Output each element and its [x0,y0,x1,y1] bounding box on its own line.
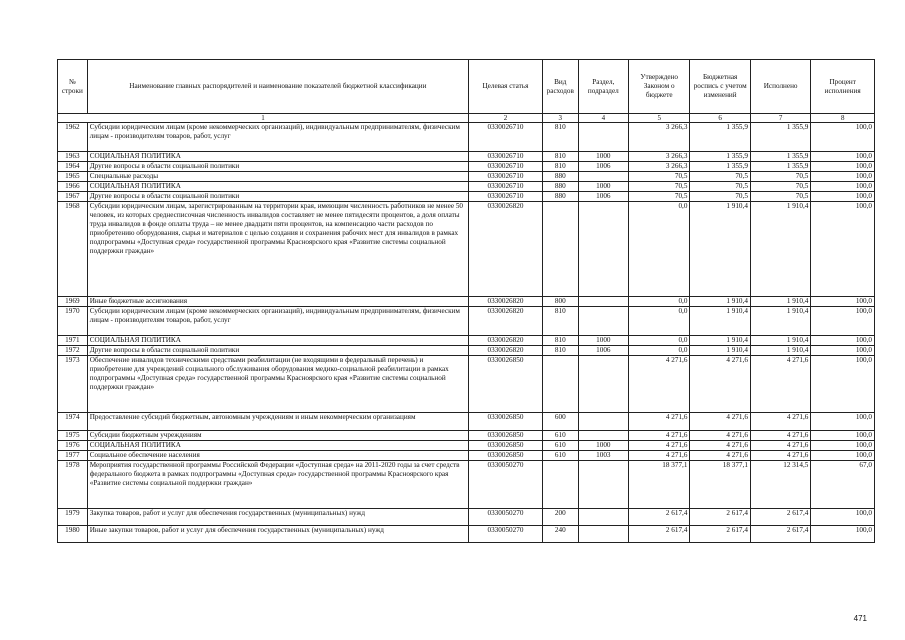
table-row [58,431,875,441]
target-article-cell: 0330026710 [469,172,543,182]
target-article-cell: 0330050270 [469,461,543,509]
budget-schedule-cell: 4 271,6 [690,356,750,413]
budget-schedule-cell: 1 910,4 [690,336,750,346]
approved-cell: 18 377,1 [628,461,690,509]
header-name: Наименование главных распорядителей и наименование показателей бюджетной классификации [87,60,468,114]
target-article-cell: 0330026850 [469,431,543,441]
header-target-article: Целевая статья [469,60,543,114]
percent-cell: 100,0 [811,346,875,356]
budget-schedule-cell: 70,5 [690,172,750,182]
table-body [58,123,875,543]
target-article-cell: 0330026820 [469,346,543,356]
expense-kind-cell: 810 [542,307,578,336]
section-cell [578,356,628,413]
approved-cell: 0,0 [628,346,690,356]
executed-cell: 4 271,6 [750,431,810,441]
expense-kind-cell: 240 [542,526,578,543]
target-article-cell: 0330026820 [469,336,543,346]
section-cell [578,509,628,526]
percent-cell: 100,0 [811,431,875,441]
executed-cell: 4 271,6 [750,413,810,431]
approved-cell: 4 271,6 [628,431,690,441]
percent-cell: 100,0 [811,172,875,182]
executed-cell: 2 617,4 [750,526,810,543]
section-cell: 1006 [578,192,628,202]
approved-cell: 0,0 [628,307,690,336]
row-number-cell: 1972 [58,346,88,356]
executed-cell: 1 355,9 [750,152,810,162]
approved-cell: 4 271,6 [628,451,690,461]
approved-cell: 4 271,6 [628,413,690,431]
row-number-cell: 1969 [58,297,88,307]
approved-cell: 3 266,3 [628,123,690,152]
row-number-cell: 1979 [58,509,88,526]
budget-schedule-cell: 18 377,1 [690,461,750,509]
section-cell [578,123,628,152]
column-number: 1 [58,114,469,123]
budget-schedule-cell: 1 910,4 [690,346,750,356]
budget-schedule-cell: 1 355,9 [690,152,750,162]
table-row [58,182,875,192]
header-row-number: № строки [58,60,88,114]
executed-cell: 1 910,4 [750,346,810,356]
approved-cell: 70,5 [628,182,690,192]
target-article-cell: 0330026850 [469,413,543,431]
expense-kind-cell: 810 [542,152,578,162]
table-row [58,123,875,152]
percent-cell: 100,0 [811,192,875,202]
name-cell: СОЦИАЛЬНАЯ ПОЛИТИКА [87,182,468,192]
table-row [58,152,875,162]
percent-cell: 100,0 [811,413,875,431]
executed-cell: 70,5 [750,192,810,202]
name-cell: Специальные расходы [87,172,468,182]
table-row [58,346,875,356]
name-cell: Социальное обеспечение населения [87,451,468,461]
expense-kind-cell: 810 [542,162,578,172]
executed-cell: 70,5 [750,172,810,182]
percent-cell: 100,0 [811,202,875,297]
section-cell [578,307,628,336]
name-cell: Мероприятия государственной программы Российской Федерации «Доступная среда» на 2011-2020 годы за счет средств федерального бюджета в рамках подпрограммы «Доступная среда» государственной программы Красноярского края «Развитие системы социальной поддержки граждан» [87,461,468,509]
percent-cell: 100,0 [811,356,875,413]
percent-cell: 100,0 [811,162,875,172]
percent-cell: 100,0 [811,336,875,346]
budget-schedule-cell: 70,5 [690,192,750,202]
percent-cell: 100,0 [811,182,875,192]
section-cell: 1003 [578,451,628,461]
name-cell: Предоставление субсидий бюджетным, автономным учреждениям и иным некоммерческим организациям [87,413,468,431]
section-cell [578,297,628,307]
name-cell: Иные закупки товаров, работ и услуг для обеспечения государственных (муниципальных) нужд [87,526,468,543]
table-row [58,509,875,526]
executed-cell: 70,5 [750,182,810,192]
table-row [58,307,875,336]
row-number-cell: 1977 [58,451,88,461]
name-cell: СОЦИАЛЬНАЯ ПОЛИТИКА [87,152,468,162]
executed-cell: 1 910,4 [750,307,810,336]
expense-kind-cell: 810 [542,336,578,346]
table-row [58,297,875,307]
target-article-cell: 0330026710 [469,162,543,172]
column-number: 6 [690,114,750,123]
section-cell: 1006 [578,346,628,356]
table-row [58,451,875,461]
budget-schedule-cell: 1 355,9 [690,162,750,172]
percent-cell: 100,0 [811,123,875,152]
target-article-cell: 0330026850 [469,451,543,461]
expense-kind-cell: 610 [542,451,578,461]
executed-cell: 1 910,4 [750,297,810,307]
target-article-cell: 0330050270 [469,509,543,526]
section-cell [578,526,628,543]
budget-table [57,59,875,543]
row-number-cell: 1978 [58,461,88,509]
header-approved: Утверждено Законом о бюджете [628,60,690,114]
section-cell: 1006 [578,162,628,172]
row-number-cell: 1963 [58,152,88,162]
budget-schedule-cell: 1 910,4 [690,307,750,336]
section-cell: 1000 [578,336,628,346]
name-cell: СОЦИАЛЬНАЯ ПОЛИТИКА [87,336,468,346]
row-number-cell: 1974 [58,413,88,431]
table-row [58,441,875,451]
budget-schedule-cell: 4 271,6 [690,451,750,461]
budget-schedule-cell: 2 617,4 [690,509,750,526]
header-percent: Процент исполнения [811,60,875,114]
table-header [58,60,875,123]
name-cell: Иные бюджетные ассигнования [87,297,468,307]
expense-kind-cell: 610 [542,431,578,441]
target-article-cell: 0330026710 [469,182,543,192]
expense-kind-cell: 880 [542,172,578,182]
percent-cell: 100,0 [811,152,875,162]
expense-kind-cell: 810 [542,123,578,152]
approved-cell: 70,5 [628,192,690,202]
expense-kind-cell: 880 [542,192,578,202]
table-row [58,461,875,509]
budget-schedule-cell: 4 271,6 [690,431,750,441]
row-number-cell: 1964 [58,162,88,172]
row-number-cell: 1971 [58,336,88,346]
expense-kind-cell [542,202,578,297]
section-cell: 1000 [578,182,628,192]
budget-schedule-cell: 1 910,4 [690,297,750,307]
table-row [58,356,875,413]
budget-schedule-cell: 4 271,6 [690,413,750,431]
name-cell: Субсидии бюджетным учреждениям [87,431,468,441]
executed-cell: 1 910,4 [750,336,810,346]
expense-kind-cell: 800 [542,297,578,307]
percent-cell: 100,0 [811,441,875,451]
approved-cell: 2 617,4 [628,509,690,526]
row-number-cell: 1973 [58,356,88,413]
section-cell: 1000 [578,441,628,451]
target-article-cell: 0330026710 [469,123,543,152]
name-cell: СОЦИАЛЬНАЯ ПОЛИТИКА [87,441,468,451]
table-row [58,413,875,431]
column-number: 3 [542,114,578,123]
table-row [58,526,875,543]
budget-schedule-cell: 4 271,6 [690,441,750,451]
executed-cell: 1 355,9 [750,123,810,152]
table-row [58,172,875,182]
table-row [58,336,875,346]
expense-kind-cell [542,461,578,509]
budget-schedule-cell: 1 355,9 [690,123,750,152]
executed-cell: 4 271,6 [750,356,810,413]
budget-schedule-cell: 2 617,4 [690,526,750,543]
column-number: 4 [578,114,628,123]
header-expense-kind: Вид расходов [542,60,578,114]
name-cell: Обеспечение инвалидов техническими средствами реабилитации (не входящими в федеральный перечень) и приобретение для учреждений социального обслуживания оборудования медико-социальной реабилитации в рамках подпрограммы «Доступная среда» государственной программы Красноярского края «Развитие системы социальной поддержки граждан» [87,356,468,413]
approved-cell: 0,0 [628,297,690,307]
row-number-cell: 1976 [58,441,88,451]
header-budget-schedule: Бюджетная роспись с учетом изменений [690,60,750,114]
percent-cell: 100,0 [811,451,875,461]
table-row [58,162,875,172]
header-executed: Исполнено [750,60,810,114]
row-number-cell: 1975 [58,431,88,441]
table-row [58,202,875,297]
percent-cell: 67,0 [811,461,875,509]
column-number: 8 [811,114,875,123]
section-cell [578,202,628,297]
approved-cell: 4 271,6 [628,441,690,451]
target-article-cell: 0330026820 [469,307,543,336]
target-article-cell: 0330026850 [469,441,543,451]
expense-kind-cell [542,356,578,413]
column-number: 5 [628,114,690,123]
row-number-cell: 1968 [58,202,88,297]
name-cell: Закупка товаров, работ и услуг для обеспечения государственных (муниципальных) нужд [87,509,468,526]
row-number-cell: 1980 [58,526,88,543]
target-article-cell: 0330026710 [469,152,543,162]
executed-cell: 1 355,9 [750,162,810,172]
expense-kind-cell: 200 [542,509,578,526]
executed-cell: 2 617,4 [750,509,810,526]
table-row [58,192,875,202]
name-cell: Субсидии юридическим лицам (кроме некоммерческих организаций), индивидуальным предпринимателям, физическим лицам - производителям товаров, работ, услуг [87,307,468,336]
section-cell [578,413,628,431]
section-cell [578,461,628,509]
percent-cell: 100,0 [811,526,875,543]
approved-cell: 3 266,3 [628,162,690,172]
name-cell: Другие вопросы в области социальной политики [87,162,468,172]
name-cell: Субсидии юридическим лицам (кроме некоммерческих организаций), индивидуальным предпринимателям, физическим лицам - производителям товаров, работ, услуг [87,123,468,152]
expense-kind-cell: 610 [542,441,578,451]
percent-cell: 100,0 [811,509,875,526]
executed-cell: 4 271,6 [750,451,810,461]
executed-cell: 12 314,5 [750,461,810,509]
name-cell: Субсидии юридическим лицам, зарегистрированным на территории края, имеющим численность работников не менее 50 человек, из которых среднесписочная численность инвалидов составляет не менее пятидесяти процентов, а доля оплаты труда инвалидов в фонде оплаты труда – не менее двадцати пяти процентов, на компенсацию части расходов по приобретению оборудования, сырья и материалов с целью создания и сохранения рабочих мест для инвалидов в рамках подпрограммы «Доступная среда» государственной программы Красноярского края «Развитие системы социальной поддержки граждан» [87,202,468,297]
name-cell: Другие вопросы в области социальной политики [87,192,468,202]
name-cell: Другие вопросы в области социальной политики [87,346,468,356]
row-number-cell: 1970 [58,307,88,336]
target-article-cell: 0330026710 [469,192,543,202]
section-cell [578,431,628,441]
target-article-cell: 0330026820 [469,297,543,307]
column-number: 2 [469,114,543,123]
approved-cell: 4 271,6 [628,356,690,413]
approved-cell: 70,5 [628,172,690,182]
row-number-cell: 1966 [58,182,88,192]
row-number-cell: 1967 [58,192,88,202]
percent-cell: 100,0 [811,297,875,307]
approved-cell: 0,0 [628,336,690,346]
row-number-cell: 1962 [58,123,88,152]
target-article-cell: 0330026850 [469,356,543,413]
budget-schedule-cell: 70,5 [690,182,750,192]
expense-kind-cell: 810 [542,346,578,356]
approved-cell: 0,0 [628,202,690,297]
target-article-cell: 0330026820 [469,202,543,297]
approved-cell: 3 266,3 [628,152,690,162]
expense-kind-cell: 880 [542,182,578,192]
budget-schedule-cell: 1 910,4 [690,202,750,297]
section-cell: 1000 [578,152,628,162]
approved-cell: 2 617,4 [628,526,690,543]
executed-cell: 4 271,6 [750,441,810,451]
target-article-cell: 0330050270 [469,526,543,543]
section-cell [578,172,628,182]
column-number: 7 [750,114,810,123]
percent-cell: 100,0 [811,307,875,336]
page-number: 471 [853,614,867,623]
row-number-cell: 1965 [58,172,88,182]
expense-kind-cell: 600 [542,413,578,431]
header-section: Раздел, подраздел [578,60,628,114]
executed-cell: 1 910,4 [750,202,810,297]
